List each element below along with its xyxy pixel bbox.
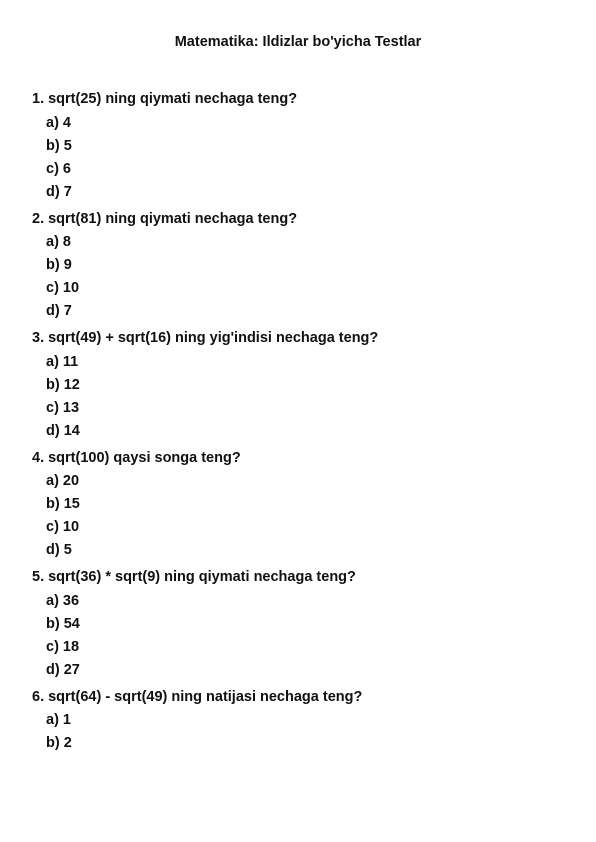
option-b: b) 5 bbox=[46, 137, 72, 154]
option-b: b) 12 bbox=[46, 376, 80, 393]
question-text: 2. sqrt(81) ning qiymati nechaga teng? bbox=[32, 210, 298, 227]
page-title: Matematika: Ildizlar bo'yicha Testlar bbox=[174, 34, 422, 50]
option-a: a) 11 bbox=[46, 353, 79, 370]
question-text: 3. sqrt(49) + sqrt(16) ning yig'indisi nechaga teng? bbox=[32, 330, 379, 346]
option-d: d) 7 bbox=[46, 303, 72, 319]
question-text: 5. sqrt(36) * sqrt(9) ning qiymati nechaga teng? bbox=[32, 569, 356, 585]
option-c: c) 10 bbox=[46, 519, 80, 535]
question-list bbox=[32, 90, 572, 761]
option-b: b) 15 bbox=[46, 496, 80, 512]
question-2 bbox=[32, 210, 572, 321]
option-d: d) 27 bbox=[46, 661, 80, 678]
question-text: 4. sqrt(100) qaysi songa teng? bbox=[32, 449, 241, 466]
question-text: 6. sqrt(64) - sqrt(49) ning natijasi nechaga teng? bbox=[32, 688, 363, 705]
option-b: b) 9 bbox=[46, 257, 72, 273]
option-a: a) 8 bbox=[46, 234, 71, 250]
option-c: c) 13 bbox=[46, 399, 80, 416]
option-d: d) 7 bbox=[46, 183, 72, 200]
question-3 bbox=[32, 329, 572, 440]
option-a: a) 1 bbox=[46, 712, 71, 728]
question-5 bbox=[32, 568, 572, 679]
question-6 bbox=[32, 688, 572, 753]
option-b: b) 54 bbox=[46, 615, 80, 632]
option-c: c) 10 bbox=[46, 280, 80, 296]
option-a: a) 4 bbox=[46, 114, 71, 131]
option-a: a) 36 bbox=[46, 592, 80, 609]
option-b: b) 2 bbox=[46, 735, 72, 751]
option-c: c) 18 bbox=[46, 638, 80, 655]
option-c: c) 6 bbox=[46, 160, 71, 177]
question-text: 1. sqrt(25) ning qiymati nechaga teng? bbox=[32, 91, 298, 107]
option-d: d) 14 bbox=[46, 422, 80, 439]
question-4 bbox=[32, 449, 572, 560]
question-1 bbox=[32, 90, 572, 201]
option-d: d) 5 bbox=[46, 542, 72, 558]
option-a: a) 20 bbox=[46, 473, 80, 489]
